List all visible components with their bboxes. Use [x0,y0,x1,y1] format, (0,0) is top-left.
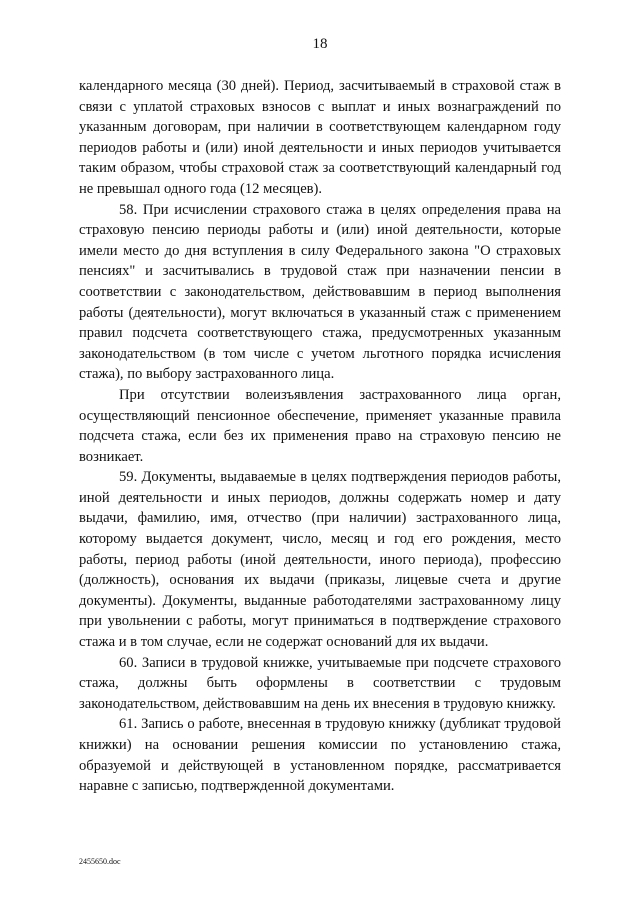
paragraph-61: 61. Запись о работе, внесенная в трудовую книжку (дубликат трудовой книжки) на основании решения комиссии по установлению стажа, образуемой и действующей в установленном порядке, рассматривается наравне с записью, подтвержденной документами. [79,716,561,795]
paragraph-58: 58. При исчислении страхового стажа в целях определения права на страховую пенсию периоды работы и (или) иной деятельности, которые имели место до дня вступления в силу Федерального закона "О страховых пенсиях" и засчитывались в трудовой стаж при назначении пенсии в соответствии с законодательством, действовавшим в период выполнения работы (деятельности), могут включаться в указанный стаж с применением правил подсчета соответствующего стажа, предусмотренных указанным законодательством (в том числе с учетом льготного порядка исчисления стажа), по выбору застрахованного лица. [79,201,561,383]
paragraph-59: 59. Документы, выдаваемые в целях подтверждения периодов работы, иной деятельности и иных периодов, должны содержать номер и дату выдачи, фамилию, имя, отчество (при наличии) застрахованного лица, которому выдается документ, число, месяц и год его рождения, место работы, период работы (иной деятельности, иного периода), профессию (должность), основания их выдачи (приказы, лицевые счета и другие документы). Документы, выданные работодателями застрахованному лицу при увольнении с работы, могут приниматься в подтверждение страхового стажа и в том случае, если не содержат оснований для их выдачи. [79,469,561,651]
paragraph-60: 60. Записи в трудовой книжке, учитываемые при подсчете страхового стажа, должны быть оформлены в соответствии с трудовым законодательством, действовавшим на день их внесения в трудовую книжку. [79,654,561,712]
file-reference: 2455650.doc [79,857,121,866]
paragraph-continuation: календарного месяца (30 дней). Период, засчитываемый в страховой стаж в связи с уплатой страховых взносов с выплат и иных вознаграждений по указанным договорам, при наличии в соответствующем календарном году периодов работы и (или) иной деятельности и иных периодов учитывается таким образом, чтобы страховой стаж за соответствующий календарный год не превышал одного года (12 месяцев). [79,78,561,197]
document-body [79,76,561,797]
paragraph-58-note: При отсутствии волеизъявления застрахованного лица орган, осуществляющий пенсионное обеспечение, применяет указанные правила подсчета стажа, если без их применения право на страховую пенсию не возникает. [79,386,561,465]
page-number: 18 [312,36,328,52]
